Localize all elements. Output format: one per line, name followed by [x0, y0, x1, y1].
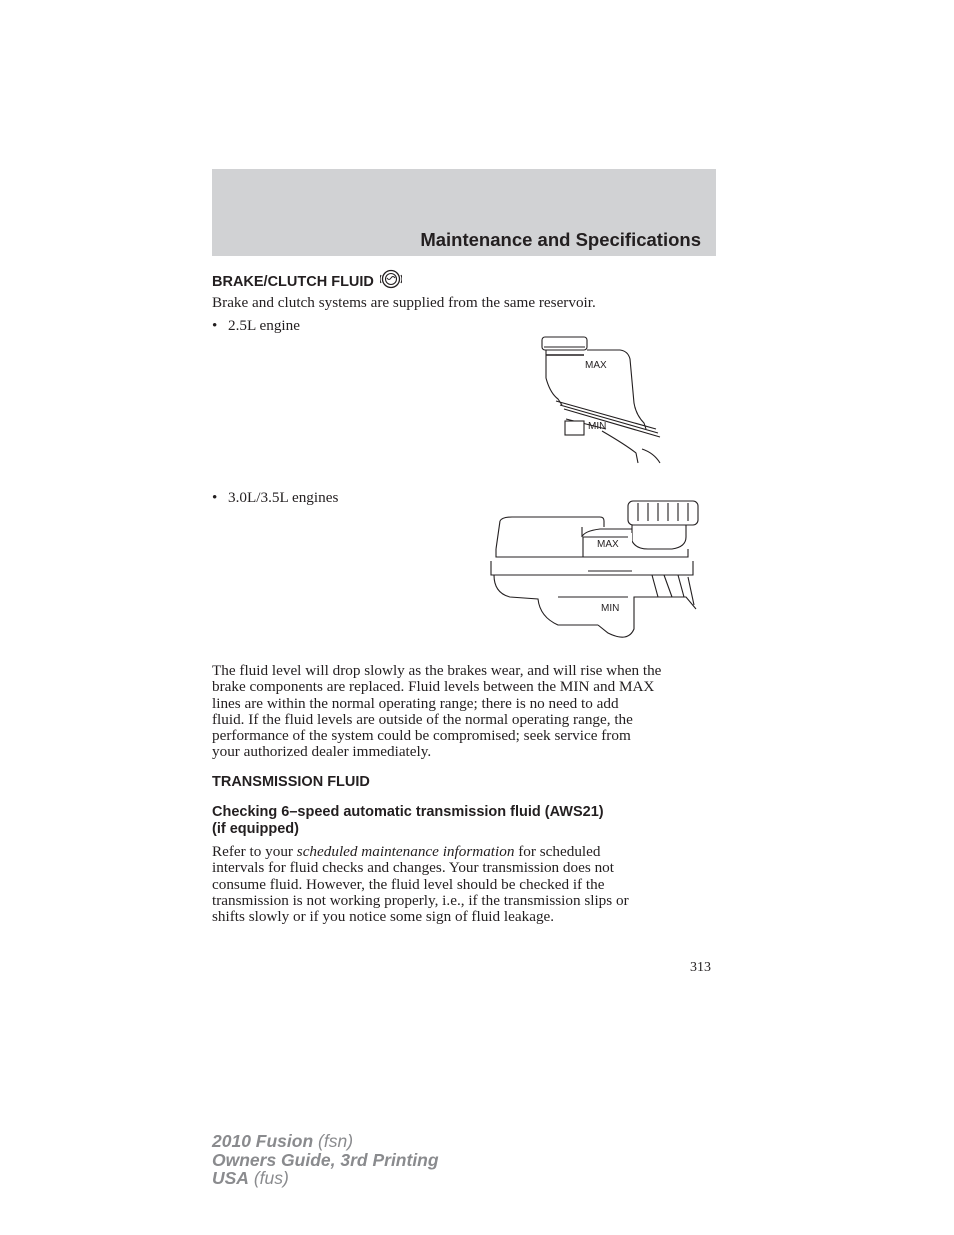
- transmission-paragraph: [212, 844, 718, 925]
- paragraph-line: your authorized dealer immediately.: [212, 743, 432, 761]
- footer-model-code: (fsn): [313, 1131, 354, 1151]
- paragraph-line: performance of the system could be compromised; seek service from: [212, 727, 631, 745]
- footer-printing: Owners Guide, 3rd Printing: [212, 1149, 439, 1170]
- brake-fluid-level-paragraph: [212, 663, 718, 761]
- max-label-fig2: MAX: [597, 539, 619, 550]
- brake-fluid-icon: [380, 269, 402, 289]
- paragraph-line: fluid. If the fluid levels are outside of the normal operating range, the: [212, 710, 633, 728]
- subheading-line-2: (if equipped): [212, 820, 299, 837]
- bullet-engine-3-0-3-5: • 3.0L/3.5L engines: [212, 489, 339, 506]
- brake-clutch-heading: [212, 269, 402, 290]
- footer-market-code: (fus): [248, 1168, 289, 1188]
- transmission-fluid-heading: TRANSMISSION FLUID: [212, 774, 370, 790]
- paragraph-line: The fluid level will drop slowly as the brakes wear, and will rise when the: [212, 662, 662, 679]
- footer-model: 2010 Fusion: [212, 1131, 314, 1151]
- paragraph-line: consume fluid. However, the fluid level should be checked if the: [212, 875, 605, 893]
- paragraph-line: transmission is not working properly, i.e., if the transmission slips or: [212, 891, 629, 909]
- brake-clutch-heading-text: BRAKE/CLUTCH FLUID: [212, 274, 374, 290]
- footer-line-3: [212, 1169, 439, 1188]
- paragraph-line: brake components are replaced. Fluid levels between the MIN and MAX: [212, 678, 655, 696]
- reservoir-figure-3-0l-3-5l: [488, 497, 704, 650]
- reservoir-figure-2-5l: [536, 333, 666, 467]
- paragraph-line: [212, 844, 718, 860]
- page-number: 313: [690, 960, 711, 975]
- bullet-engine-2-5-label: 2.5L engine: [228, 317, 300, 334]
- header-band: [212, 169, 716, 256]
- scheduled-maintenance-reference: scheduled maintenance information: [296, 843, 515, 860]
- paragraph-line: lines are within the normal operating range; there is no need to add: [212, 694, 619, 712]
- footer-market: USA: [212, 1168, 249, 1188]
- footer-line-1: [212, 1132, 439, 1151]
- paragraph-line: shifts slowly or if you notice some sign of fluid leakage.: [212, 908, 555, 926]
- page-section-title: Maintenance and Specifications: [420, 229, 701, 250]
- bullet-engine-3-0-3-5-label: 3.0L/3.5L engines: [228, 489, 339, 506]
- footer-edition-info: [212, 1132, 439, 1188]
- min-label-fig1: MIN: [588, 421, 607, 432]
- max-label-fig1: MAX: [585, 360, 607, 371]
- paragraph-text: Refer to your: [212, 843, 297, 860]
- min-label-fig2: MIN: [601, 603, 620, 614]
- transmission-check-subheading: [212, 804, 604, 837]
- paragraph-line: intervals for fluid checks and changes. Your transmission does not: [212, 859, 614, 877]
- footer-line-2: [212, 1151, 439, 1170]
- paragraph-text: for scheduled: [514, 843, 601, 860]
- bullet-engine-2-5: • 2.5L engine: [212, 317, 300, 334]
- subheading-line-1: Checking 6–speed automatic transmission fluid (AWS21): [212, 804, 604, 820]
- brake-intro-text: Brake and clutch systems are supplied from the same reservoir.: [212, 294, 596, 311]
